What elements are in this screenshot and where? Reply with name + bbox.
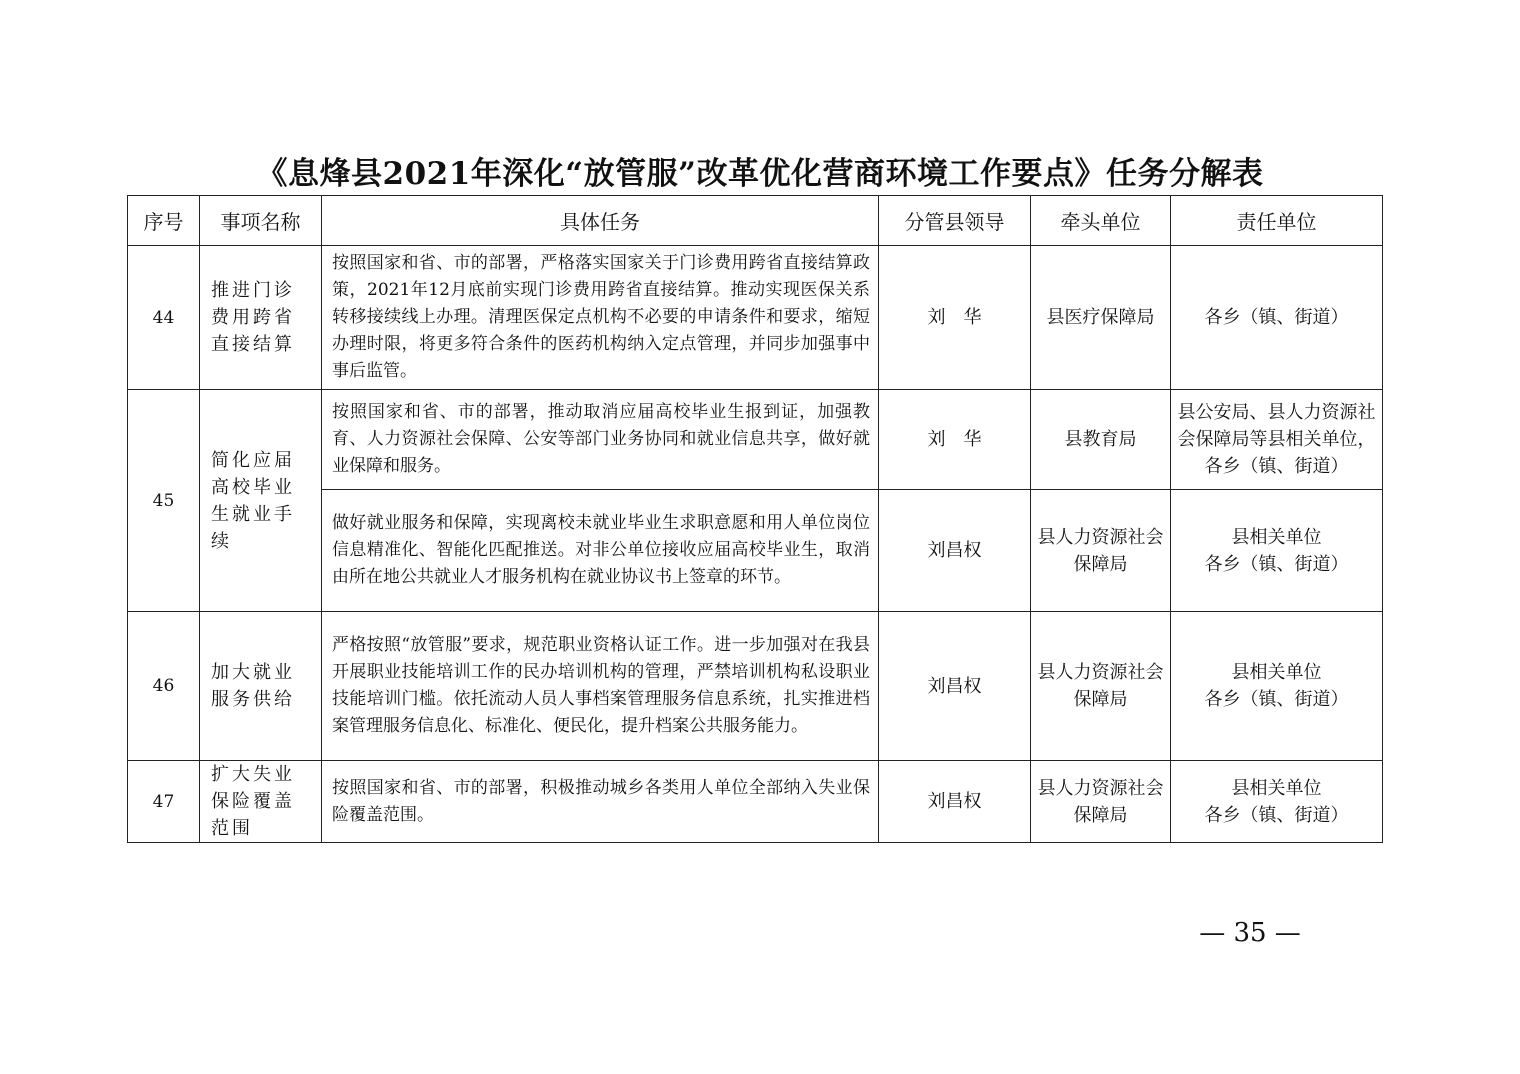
row-leader: 刘昌权 [879, 490, 1031, 612]
row-lead-unit: 县医疗保障局 [1031, 246, 1171, 390]
row-lead-unit: 县教育局 [1031, 390, 1171, 490]
header-resp-unit: 责任单位 [1171, 196, 1383, 246]
row-resp-unit [1171, 612, 1383, 761]
table-row [128, 612, 1383, 761]
resp-unit-line: 各乡（镇、街道） [1204, 553, 1349, 575]
row-no: 45 [128, 390, 200, 612]
document-title: 《息烽县2021年深化“放管服”改革优化营商环境工作要点》任务分解表 [256, 156, 1264, 192]
header-no: 序号 [128, 196, 200, 246]
row-name: 扩大失业保险覆盖范围 [200, 761, 322, 843]
row-leader: 刘昌权 [879, 761, 1031, 843]
row-no: 44 [128, 246, 200, 390]
row-task: 按照国家和省、市的部署，严格落实国家关于门诊费用跨省直接结算政策，2021年12月底前实现门诊费用跨省直接结算。推动实现医保关系转移接续线上办理。清理医保定点机构不必要的申请条件和要求，缩短办理时限，将更多符合条件的医药机构纳入定点管理，并同步加强事中事后监管。 [322, 246, 879, 390]
header-leader: 分管县领导 [879, 196, 1031, 246]
row-task: 按照国家和省、市的部署，积极推动城乡各类用人单位全部纳入失业保险覆盖范围。 [322, 761, 879, 843]
row-resp-unit: 县公安局、县人力资源社会保障局等县相关单位，各乡（镇、街道） [1171, 390, 1383, 490]
row-resp-unit: 各乡（镇、街道） [1171, 246, 1383, 390]
resp-unit-line: 县相关单位 [1231, 526, 1322, 548]
row-task: 做好就业服务和保障，实现离校未就业毕业生求职意愿和用人单位岗位信息精准化、智能化匹配推送。对非公单位接收应届高校毕业生，取消由所在地公共就业人才服务机构在就业协议书上签章的环节。 [322, 490, 879, 612]
row-lead-unit: 县人力资源社会保障局 [1031, 612, 1171, 761]
row-leader: 刘昌权 [879, 612, 1031, 761]
resp-unit-line: 县相关单位 [1231, 777, 1322, 799]
row-leader: 刘 华 [879, 390, 1031, 490]
header-task: 具体任务 [322, 196, 879, 246]
row-no: 47 [128, 761, 200, 843]
page-number: — 35 — [1199, 918, 1301, 948]
row-name: 简化应届高校毕业生就业手续 [200, 390, 322, 612]
table-row [128, 246, 1383, 390]
header-row [128, 196, 1383, 246]
resp-unit-line: 各乡（镇、街道） [1204, 804, 1349, 826]
row-name: 推进门诊费用跨省直接结算 [200, 246, 322, 390]
row-resp-unit [1171, 761, 1383, 843]
row-task: 按照国家和省、市的部署，推动取消应届高校毕业生报到证，加强教育、人力资源社会保障、公安等部门业务协同和就业信息共享，做好就业保障和服务。 [322, 390, 879, 490]
row-name: 加大就业服务供给 [200, 612, 322, 761]
row-task: 严格按照“放管服”要求，规范职业资格认证工作。进一步加强对在我县开展职业技能培训工作的民办培训机构的管理，严禁培训机构私设职业技能培训门槛。依托流动人员人事档案管理服务信息系统，扎实推进档案管理服务信息化、标准化、便民化，提升档案公共服务能力。 [322, 612, 879, 761]
row-no: 46 [128, 612, 200, 761]
row-leader: 刘 华 [879, 246, 1031, 390]
row-lead-unit: 县人力资源社会保障局 [1031, 490, 1171, 612]
header-lead-unit: 牵头单位 [1031, 196, 1171, 246]
table-row [128, 390, 1383, 490]
row-lead-unit: 县人力资源社会保障局 [1031, 761, 1171, 843]
task-table [127, 195, 1383, 843]
row-resp-unit [1171, 490, 1383, 612]
resp-unit-line: 县相关单位 [1231, 662, 1322, 683]
header-name: 事项名称 [200, 196, 322, 246]
table-row [128, 761, 1383, 843]
resp-unit-line: 各乡（镇、街道） [1204, 689, 1349, 710]
